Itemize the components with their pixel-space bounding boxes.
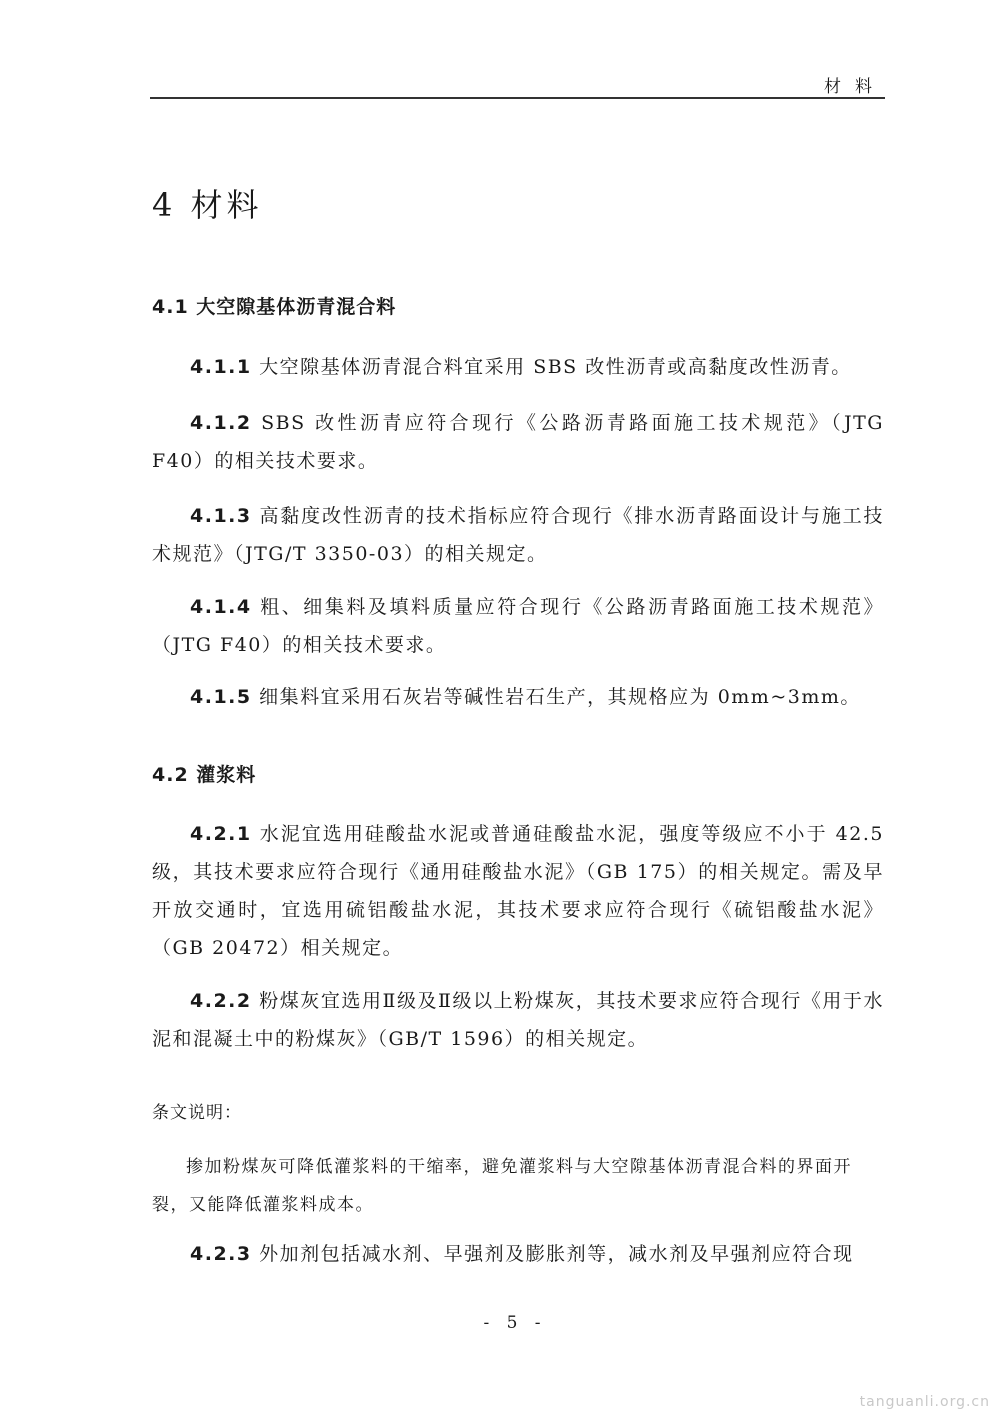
running-header: 材料	[824, 77, 886, 97]
section-heading-4-2: 4.2 灌浆料	[152, 764, 257, 786]
clause-number: 4.2.1	[190, 823, 252, 845]
clause-text: 细集料宜采用石灰岩等碱性岩石生产，其规格应为 0mm~3mm。	[259, 686, 861, 708]
clause-4-1-2	[152, 404, 884, 480]
clause-number: 4.1.2	[190, 412, 252, 434]
clause-text: 粗、细集料及填料质量应符合现行《公路沥青路面施工技术规范》（JTG F40）的相关技术要求。	[152, 596, 884, 656]
explanation-text: 掺加粉煤灰可降低灌浆料的干缩率，避免灌浆料与大空隙基体沥青混合料的界面开裂，又能降低灌浆料成本。	[152, 1157, 852, 1215]
clause-number: 4.1.1	[190, 356, 252, 378]
clause-number: 4.2.3	[190, 1243, 252, 1265]
clause-text: 外加剂包括减水剂、早强剂及膨胀剂等，减水剂及早强剂应符合现	[259, 1243, 854, 1265]
section-heading-4-1: 4.1 大空隙基体沥青混合料	[152, 296, 397, 318]
clause-4-2-3	[152, 1235, 884, 1273]
clause-4-1-3	[152, 497, 884, 573]
clause-number: 4.2.2	[190, 990, 252, 1012]
clause-text: 大空隙基体沥青混合料宜采用 SBS 改性沥青或高黏度改性沥青。	[259, 356, 852, 378]
clause-4-1-5	[152, 678, 884, 716]
clause-number: 4.1.5	[190, 686, 252, 708]
chapter-title: 4 材料	[152, 186, 263, 224]
header-rule	[150, 97, 885, 99]
clause-4-1-1	[152, 348, 884, 386]
clause-number: 4.1.4	[190, 596, 252, 618]
clause-text: 粉煤灰宜选用Ⅱ级及Ⅱ级以上粉煤灰，其技术要求应符合现行《用于水泥和混凝土中的粉煤灰》（GB/T 1596）的相关规定。	[152, 990, 884, 1050]
watermark: tanguanli.org.cn	[859, 1394, 990, 1410]
clause-4-1-4	[152, 588, 884, 664]
clause-text: 水泥宜选用硅酸盐水泥或普通硅酸盐水泥，强度等级应不小于 42.5 级，其技术要求应符合现行《通用硅酸盐水泥》（GB 175）的相关规定。需及早开放交通时，宜选用硫铝酸盐水泥，其技术要求应符合现行《硫铝酸盐水泥》（GB 20472）相关规定。	[152, 823, 884, 959]
clause-number: 4.1.3	[190, 505, 252, 527]
clause-4-2-1	[152, 815, 884, 967]
clause-text: 高黏度改性沥青的技术指标应符合现行《排水沥青路面设计与施工技术规范》（JTG/T 3350-03）的相关规定。	[152, 505, 884, 565]
clause-4-2-2	[152, 982, 884, 1058]
page-number: - 5 -	[483, 1313, 547, 1333]
clause-text: SBS 改性沥青应符合现行《公路沥青路面施工技术规范》（JTG F40）的相关技术要求。	[152, 412, 884, 472]
explanation-label: 条文说明：	[152, 1103, 242, 1123]
